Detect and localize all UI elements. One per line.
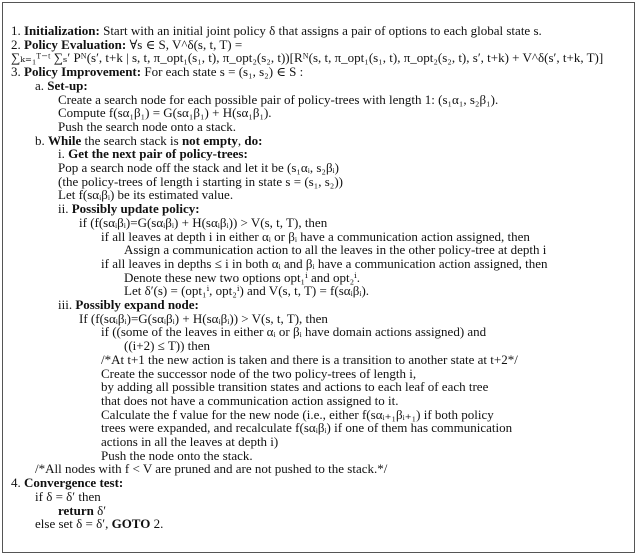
line-text: actions in all the leaves at depth i)	[101, 434, 279, 449]
bold-keyword: Policy Evaluation:	[24, 36, 127, 52]
line-text: else set δ = δ′,	[35, 516, 112, 532]
line-text: ∑ₖ₌₁ᵀ⁻ᵗ ∑ₛ′ Pᴺ(s′, t+k | s, t, π_opt₁(s₁, t), π_opt₂(s₂, t))[Rᴺ(s, t, π_opt₁(s₁, t), π_opt₂(s₂, t), s′, t+k) + V^δ(s′, t+k, T)]	[11, 50, 604, 66]
bold-keyword: Possibly expand node:	[75, 297, 199, 312]
line-text: a.	[35, 77, 48, 93]
bold-keyword: Set-up:	[47, 77, 88, 93]
line-text: 3.	[11, 64, 24, 80]
line-text: 4.	[11, 475, 24, 491]
line-text: For each state s = (s₁, s₂) ∈ S :	[141, 64, 304, 80]
line-text: Start with an initial joint policy δ that assigns a pair of options to each global state s.	[99, 23, 542, 38]
line-text: ((i+2) ≤ T)) then	[124, 338, 211, 354]
line-text: /*At t+1 the new action is taken and there is a transition to another state at t+2*/	[101, 351, 518, 367]
line-text: if (f(sαᵢβᵢ)=G(sαᵢβᵢ) + H(sαᵢβᵢ)) > V(s, t, T), then	[79, 214, 328, 230]
line-text: if all leaves in depths ≤ i in both αᵢ and βᵢ have a communication action assigned, then	[101, 255, 548, 271]
line-text: Compute f(sα₁β₁) = G(sα₁β₁) + H(sα₁β₁).	[58, 105, 272, 121]
line-text: Let δ′(s) = (opt₁ⁱ, opt₂ⁱ) and V(s, t, T) = f(sαᵢβᵢ).	[124, 283, 370, 299]
line-text: that does not have a communication action assigned to it.	[101, 392, 399, 408]
bold-keyword: Convergence test:	[24, 475, 124, 491]
line-text: ∀s ∈ S, V^δ(s, t, T) =	[126, 36, 243, 52]
line-text: the search stack is	[81, 132, 182, 148]
bold-keyword: do:	[244, 132, 263, 148]
line-text: ,	[237, 132, 245, 148]
line-text: by adding all possible transition states and actions to each leaf of each tree	[101, 379, 489, 395]
line-text: if δ = δ′ then	[35, 488, 101, 504]
algorithm-line	[35, 517, 163, 531]
line-text: δ′	[93, 502, 107, 518]
bold-keyword: Initialization:	[24, 23, 100, 38]
line-text: if ((some of the leaves in either αᵢ or βᵢ have domain actions assigned) and	[101, 324, 487, 340]
line-text: 2.	[11, 36, 24, 52]
bold-keyword: While	[48, 132, 82, 148]
line-text: Pop a search node off the stack and let it be (s₁αᵢ, s₂βᵢ)	[58, 160, 340, 175]
line-text: if all leaves at depth i in either αᵢ or βᵢ have a communication action assigned, then	[101, 228, 530, 244]
algorithm-box	[2, 2, 635, 553]
line-text: (the policy-trees of length i starting in state s = (s₁, s₂))	[58, 173, 343, 189]
line-text: Push the search node onto a stack.	[58, 118, 236, 134]
line-text: /*All nodes with f < V are pruned and are not pushed to the stack.*/	[35, 461, 388, 477]
line-text: i.	[58, 146, 69, 162]
line-text: 2.	[150, 516, 164, 532]
bold-keyword: Get the next pair of policy-trees:	[68, 146, 248, 162]
bold-keyword: return	[58, 502, 94, 518]
line-text: Assign a communication action to all the leaves in the other policy-tree at depth i	[124, 242, 547, 258]
line-text: Let f(sαᵢβᵢ) be its estimated value.	[58, 187, 234, 203]
line-text: Create a search node for each possible pair of policy-trees with length 1: (s₁α₁, s₂β₁).	[58, 91, 499, 107]
bold-keyword: GOTO	[111, 516, 151, 532]
line-text: 1.	[11, 23, 24, 38]
line-text: Create the successor node of the two policy-trees of length i,	[101, 365, 417, 381]
line-text: b.	[35, 132, 48, 148]
line-text: iii.	[58, 297, 76, 312]
line-text: trees were expanded, and recalculate f(sαᵢβᵢ) if one of them has communication	[101, 420, 513, 436]
line-text: Push the node onto the stack.	[101, 447, 253, 463]
line-text: Denote these new two options opt₁ⁱ and opt₂ⁱ.	[124, 269, 360, 285]
line-text: Calculate the f value for the new node (i.e., either f(sαᵢ₊₁βᵢ₊₁) if both policy	[101, 406, 494, 422]
bold-keyword: Policy Improvement:	[24, 64, 142, 80]
line-text: If (f(sαᵢβᵢ)=G(sαᵢβᵢ) + H(sαᵢβᵢ)) > V(s, t, T), then	[79, 310, 328, 326]
bold-keyword: not empty	[181, 132, 238, 148]
bold-keyword: Possibly update policy:	[71, 201, 200, 217]
line-text: ii.	[58, 201, 72, 217]
